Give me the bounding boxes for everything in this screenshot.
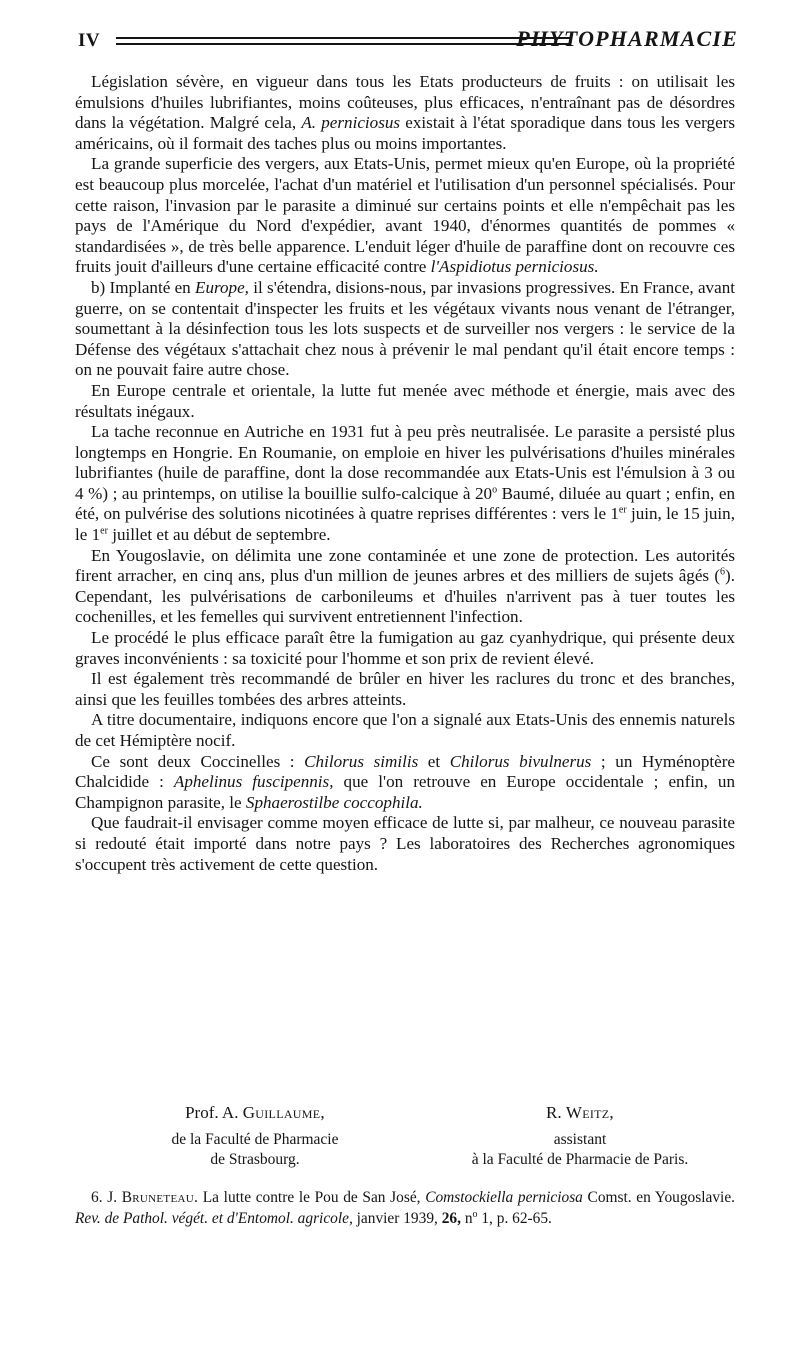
text-run: Il est également très recommandé de brûler en hiver les raclures du tronc et des branches, ainsi que les feuilles tombées des arbres atteints. (75, 669, 735, 709)
author-affiliation-line: de Strasbourg. (210, 1151, 300, 1168)
text-run: 1, p. 62-65. (477, 1209, 552, 1227)
text-run: Sphaerostilbe coccophila. (245, 792, 423, 812)
text-run: Chilorus bivulnerus (449, 751, 592, 771)
text-run: Baumé, diluée au quart ; enfin, en été, on pulvérise des solutions nicotinées à quatre reprises différentes : vers le 1 (75, 483, 735, 524)
paragraph (75, 813, 735, 875)
text-run: Législation sévère, en vigueur dans tous les Etats producteurs de fruits : on utilisait les émulsions d'huiles lubrifiantes, moins coûteuses, plus efficaces, n'entraînant pas de désordres dans la végétation. Malgré cela, (75, 72, 735, 133)
paragraph (75, 628, 735, 669)
text-run: l'Aspidiotus perniciosus. (430, 257, 599, 277)
page-number: IV (78, 30, 101, 51)
text-run: ; un Hyménoptère Chalcidide : (75, 751, 735, 792)
text-run: et (418, 751, 450, 771)
paragraph (75, 154, 735, 278)
text-run: Comst. en Yougoslavie. (582, 1189, 735, 1206)
text-run: ). Cependant, les pulvérisations de carbonileums et d'huiles n'arrivent pas à tuer toutes les cochenilles, et les femelles qui survivent entretiennent l'infection. (75, 566, 735, 627)
text-run: Le procédé le plus efficace paraît être la fumigation au gaz cyanhydrique, qui présente deux graves inconvénients : sa toxicité pour l'homme et son prix de revient élevé. (75, 628, 735, 668)
text-run: Ce sont deux Coccinelles : (91, 751, 305, 771)
text-run: Chilorus similis (304, 751, 419, 771)
text-run: La grande superficie des vergers, aux Etats-Unis, permet mieux qu'en Europe, où la propriété est beaucoup plus morcelée, l'achat d'un matériel et l'utilisation d'un personnel spécialisés. Pour cette raison, l'invasion par le parasite a diminué sur certains points et elle n'empêchait pas les pays de l'Amérique du Nord d'expédier, avant 1940, d'énormes quantités de pommes « standardisées », de très belle apparence. L'enduit léger d'huile de paraffine dont on recouvre ces fruits jouit d'ailleurs d'une certaine efficacité contre (75, 154, 735, 277)
paragraph (75, 381, 735, 422)
author-affiliation-line: assistant (553, 1131, 607, 1148)
text-run: il s'étendra, disions-nous, par invasions progressives. En France, avant guerre, on se contentait d'inspecter les fruits et les végétaux vivants nous venant de l'étranger, soumettant à la désinfection tous les lots suspects et de surveiller nos vergers : le service de la Défense des végétaux s'attachait chez nous à prévenir le mal pendant qu'il était encore temps : on ne pouvait faire autre chose. (75, 277, 735, 380)
text-run: er (618, 504, 627, 516)
text-run: A. perniciosus (301, 113, 401, 133)
text-run: o (472, 1208, 478, 1220)
author-name: R. Weitz, (546, 1103, 614, 1122)
author-name: Prof. A. Guillaume, (185, 1103, 325, 1122)
paragraph (75, 72, 735, 154)
text-run: Europe, (195, 277, 249, 297)
text-run: er (100, 525, 108, 537)
text-run: 26, (441, 1209, 461, 1227)
paragraph (75, 278, 735, 381)
text-run: Comstockiella perniciosa (425, 1189, 583, 1206)
signature-left (120, 1102, 390, 1170)
signature-right (430, 1102, 730, 1170)
page-header (70, 26, 738, 58)
text-run: juin, le 15 juin, le 1 (75, 504, 735, 545)
paragraph (75, 546, 735, 628)
text-run: juillet et au début de septembre. (107, 525, 331, 545)
text-run: Rev. de Pathol. végét. et d'Entomol. agricole, (75, 1209, 353, 1227)
text-run: La lutte contre le Pou de San José, (198, 1189, 426, 1206)
text-run: Bruneteau. (121, 1189, 199, 1206)
text-run: 6 (720, 566, 726, 578)
footnote (75, 1188, 735, 1229)
header-rule-top (116, 37, 570, 39)
paragraph (75, 669, 735, 710)
article-body (75, 72, 735, 875)
text-run: En Europe centrale et orientale, la lutte fut menée avec méthode et énergie, mais avec des résultats inégaux. (75, 380, 735, 421)
running-title: PHYTOPHARMACIE (516, 26, 738, 51)
text-run: A titre documentaire, indiquons encore que l'on a signalé aux Etats-Unis des ennemis naturels de cet Hémiptère nocif. (75, 710, 735, 750)
text-run: En Yougoslavie, on délimita une zone contaminée et une zone de protection. Les autorités firent arracher, en cinq ans, plus d'un million de jeunes arbres et des milliers de sujets âgés ( (75, 545, 735, 586)
author-affiliation-line: de la Faculté de Pharmacie (171, 1131, 339, 1148)
text-run: 6. J. (91, 1189, 122, 1206)
text-run: que l'on retrouve en Europe occidentale ; enfin, un Champignon parasite, le (75, 772, 735, 812)
text-run: b) Implanté en (91, 277, 195, 297)
header-rule-bottom (116, 43, 570, 45)
author-affiliation-line: à la Faculté de Pharmacie de Paris. (471, 1151, 689, 1168)
text-run: o (492, 484, 498, 496)
paragraph (75, 710, 735, 751)
footnote-text (75, 1188, 735, 1229)
paragraph (75, 422, 735, 546)
text-run: Que faudrait-il envisager comme moyen efficace de lutte si, par malheur, ce nouveau parasite si redouté était importé dans notre pays ? Les laboratoires des Recherches agronomiques s'occupent très activement de cette question. (75, 813, 735, 874)
text-run: La tache reconnue en Autriche en 1931 fut à peu près neutralisée. Le parasite a persisté plus longtemps en Hongrie. En Roumanie, on emploie en hiver les pulvérisations d'huiles minérales lubrifiantes (huile de paraffine, dont la dose recommandée aux Etats-Unis est l'émulsion à 3 ou 4 %) ; au printemps, on utilise la bouillie sulfo-calcique à 20 (75, 422, 735, 503)
text-run: janvier 1939, (352, 1209, 442, 1227)
text-run: existait à l'état sporadique dans tous les vergers américains, où il formait des taches plus ou moins importantes. (75, 113, 736, 153)
text-run: n (460, 1209, 473, 1227)
text-run: Aphelinus fuscipennis, (173, 772, 334, 792)
paragraph (75, 752, 735, 814)
